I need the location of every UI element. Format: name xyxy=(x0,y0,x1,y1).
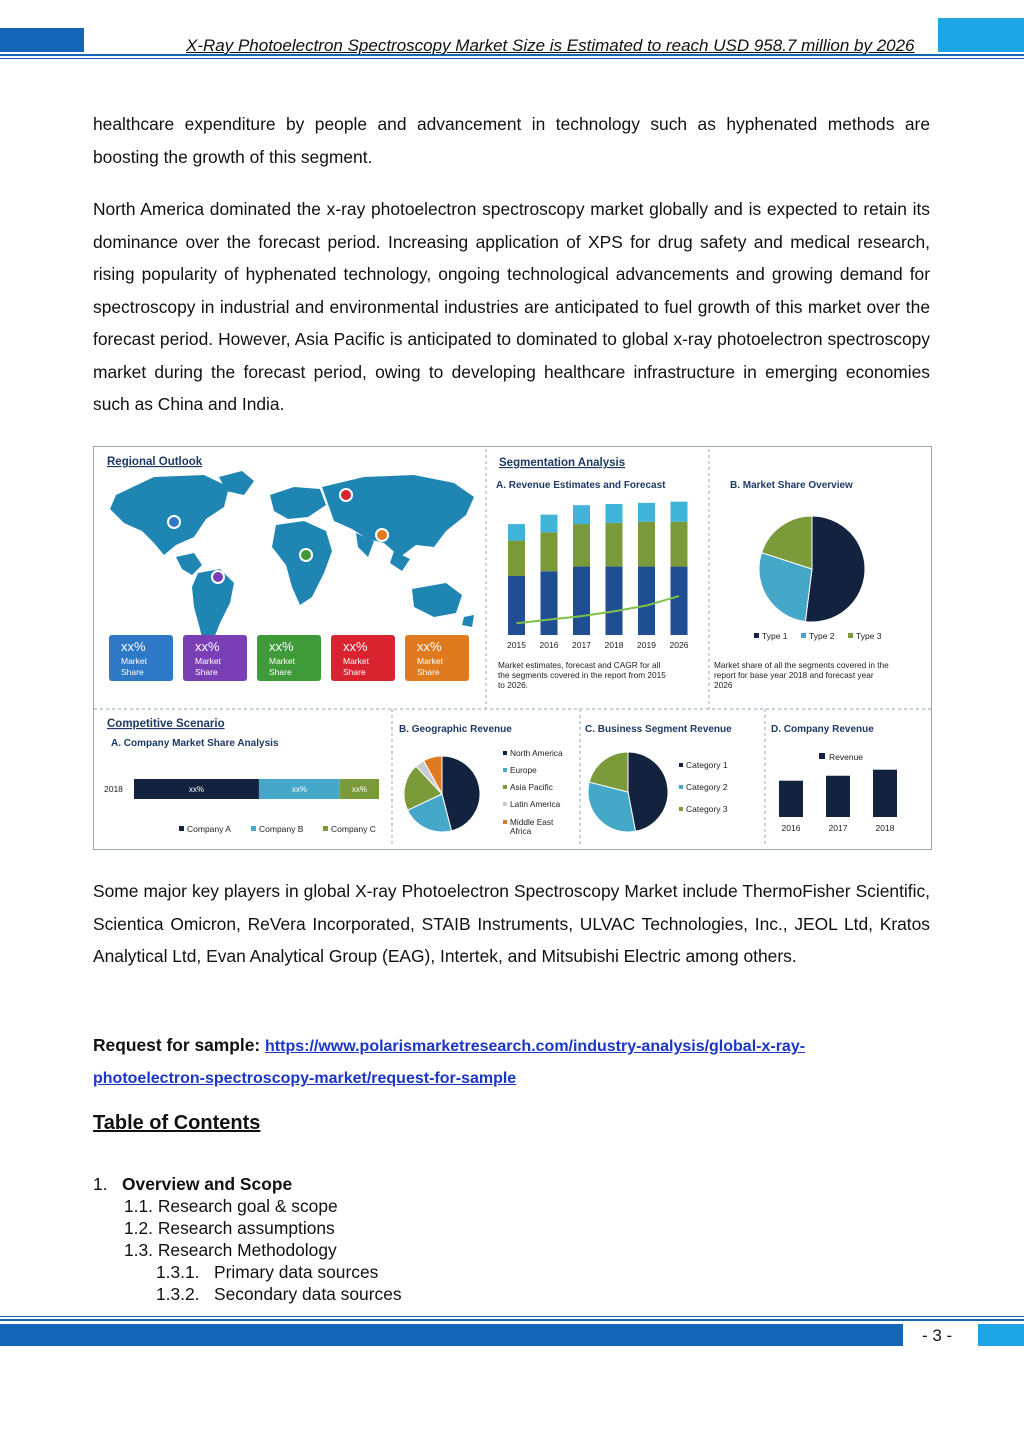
business-legend-swatch xyxy=(679,807,683,811)
geographic-legend-label: Middle East xyxy=(510,817,554,827)
company-revenue-x-tick-2017: 2017 xyxy=(828,823,848,833)
tile-value: xx% xyxy=(195,639,220,654)
page-number: - 3 - xyxy=(922,1326,953,1345)
geographic-legend-swatch xyxy=(503,785,507,789)
share-note-line-1: Market share of all the segments covered in the xyxy=(714,660,889,670)
toc-num: 1. xyxy=(93,1174,108,1194)
company-revenue-chart xyxy=(779,770,897,833)
business-segment-legend xyxy=(679,760,728,814)
business-segment-title: C. Business Segment Revenue xyxy=(585,724,732,735)
company-share-segment-label: xx% xyxy=(351,785,367,794)
toc-text: Secondary data sources xyxy=(214,1284,402,1304)
company-revenue-title: D. Company Revenue xyxy=(771,724,874,735)
geographic-revenue-pie xyxy=(404,756,480,832)
revenue-bar-2016-segment-1 xyxy=(541,571,558,635)
market-share-tile-5 xyxy=(405,635,469,681)
company-legend-swatch xyxy=(251,826,256,831)
toc-text: Research assumptions xyxy=(157,1218,335,1238)
market-share-tile-2 xyxy=(183,635,247,681)
share-note-line-2: report for base year 2018 and forecast year xyxy=(714,670,874,680)
header-accent-left xyxy=(0,28,84,52)
revenue-bar-2019-segment-3 xyxy=(638,503,655,522)
toc-title: Table of Contents xyxy=(93,1112,261,1134)
revenue-note-line-1: Market estimates, forecast and CAGR for all xyxy=(498,660,661,670)
tile-label: Share xyxy=(195,667,218,677)
market-share-tile-1 xyxy=(109,635,173,681)
request-sample-label: Request for sample: xyxy=(93,1035,261,1055)
toc-num: 1.3.1. xyxy=(156,1262,200,1282)
toc-num: 1.3.2. xyxy=(156,1284,200,1304)
market-share-tiles xyxy=(109,635,469,681)
geographic-legend-swatch xyxy=(503,768,507,772)
revenue-bar-2018-segment-1 xyxy=(606,567,623,635)
paragraph-1: healthcare expenditure by people and advancement in technology such as hyphenated methods are boosting the growth of this segment. xyxy=(93,114,930,167)
market-share-pie xyxy=(759,516,865,622)
footer-bar xyxy=(0,1324,903,1346)
toc-item-1-2 xyxy=(93,1217,402,1239)
revenue-bar-2018-segment-3 xyxy=(606,504,623,523)
paragraph-2: North America dominated the x-ray photoelectron spectroscopy market globally and is expected to retain its dominance over the forecast period. Increasing application of XPS for drug safety and medical research, rising popularity of hyphenated technology, ongoing technological advancements and growing demand for spectroscopy in industrial and environmental industries are anticipated to fuel growth of this market over the forecast period. However, Asia Pacific is anticipated to dominated to global x-ray photoelectron spectroscopy market during the forecast period, owing to developing healthcare infrastructure in emerging economies such as China and India. xyxy=(93,199,930,414)
geographic-revenue-legend xyxy=(503,748,563,836)
tile-label: Share xyxy=(269,667,292,677)
market-share-legend-swatch xyxy=(801,633,806,638)
revenue-x-tick-2019: 2019 xyxy=(637,640,656,650)
geographic-legend-label: North America xyxy=(510,748,563,758)
company-revenue-legend: Revenue xyxy=(829,752,864,762)
toc-item-1-3 xyxy=(93,1239,402,1261)
tile-value: xx% xyxy=(417,639,442,654)
revenue-bar-2015-segment-1 xyxy=(508,576,525,635)
company-legend-label: Company A xyxy=(187,824,231,834)
revenue-bar-2017-segment-2 xyxy=(573,524,590,566)
market-share-title: B. Market Share Overview xyxy=(730,480,853,491)
revenue-bar-2017-segment-1 xyxy=(573,567,590,635)
tile-label: Market xyxy=(195,656,221,666)
geographic-legend-swatch xyxy=(503,802,507,806)
footer-rule xyxy=(0,1319,1024,1321)
company-revenue-bar-2017 xyxy=(826,776,850,817)
tile-value: xx% xyxy=(343,639,368,654)
revenue-bar-2018-segment-2 xyxy=(606,523,623,567)
revenue-estimates-title: A. Revenue Estimates and Forecast xyxy=(496,480,666,491)
business-legend-swatch xyxy=(679,785,683,789)
revenue-bar-2026-segment-2 xyxy=(671,522,688,567)
request-sample-link-2[interactable]: photoelectron-spectroscopy-market/request-for-sample xyxy=(93,1070,517,1087)
revenue-note-line-3: to 2026. xyxy=(498,680,528,690)
revenue-x-tick-2018: 2018 xyxy=(604,640,624,650)
company-revenue-x-tick-2016: 2016 xyxy=(781,823,801,833)
page-header-title: X-Ray Photoelectron Spectroscopy Market Size is Estimated to reach USD 958.7 million by 2026 xyxy=(186,36,915,55)
toc-text: Research Methodology xyxy=(157,1240,337,1260)
revenue-bar-2015-segment-3 xyxy=(508,524,525,541)
toc-item-1 xyxy=(93,1173,402,1195)
geographic-legend-swatch xyxy=(503,751,507,755)
market-share-legend-swatch xyxy=(754,633,759,638)
toc-num: 1.3. xyxy=(124,1240,154,1260)
tile-label: Share xyxy=(417,667,440,677)
market-share-legend-swatch xyxy=(848,633,853,638)
business-slice-category-1 xyxy=(628,752,668,831)
toc-list xyxy=(93,1173,402,1305)
geographic-legend-swatch xyxy=(503,820,507,824)
company-revenue-bar-2016 xyxy=(779,781,803,817)
revenue-bar-2017-segment-3 xyxy=(573,505,590,524)
share-note-line-3: 2026 xyxy=(714,680,733,690)
toc-item-1-3-1 xyxy=(93,1261,402,1283)
request-sample xyxy=(93,1030,930,1094)
geographic-revenue-title: B. Geographic Revenue xyxy=(399,724,512,735)
business-legend-label: Category 1 xyxy=(686,760,728,770)
company-revenue-legend-swatch xyxy=(819,753,825,759)
company-legend-swatch xyxy=(323,826,328,831)
revenue-bar-2026-segment-1 xyxy=(671,567,688,635)
market-infographic xyxy=(93,446,932,850)
company-revenue-x-tick-2018: 2018 xyxy=(875,823,895,833)
company-legend-swatch xyxy=(179,826,184,831)
revenue-x-tick-2016: 2016 xyxy=(539,640,559,650)
infographic-canvas xyxy=(94,447,931,849)
revenue-bar-2015-segment-2 xyxy=(508,541,525,576)
company-share-segment-label: xx% xyxy=(188,785,205,794)
market-share-legend-label: Type 2 xyxy=(809,631,835,641)
tile-label: Share xyxy=(121,667,144,677)
market-share-legend-label: Type 1 xyxy=(762,631,788,641)
regional-outlook-title: Regional Outlook xyxy=(107,456,203,468)
revenue-bar-2016-segment-3 xyxy=(541,515,558,533)
revenue-bar-2026-segment-3 xyxy=(671,502,688,522)
market-share-tile-3 xyxy=(257,635,321,681)
tile-label: Market xyxy=(343,656,369,666)
segmentation-title: Segmentation Analysis xyxy=(499,457,626,469)
tile-label: Share xyxy=(343,667,366,677)
tile-value: xx% xyxy=(269,639,294,654)
company-share-bar xyxy=(134,779,379,799)
company-share-title: A. Company Market Share Analysis xyxy=(111,738,279,749)
revenue-note-line-2: the segments covered in the report from 2015 xyxy=(498,670,666,680)
toc-num: 1.1. xyxy=(124,1196,154,1216)
tile-value: xx% xyxy=(121,639,146,654)
competitive-title: Competitive Scenario xyxy=(107,718,225,730)
business-legend-label: Category 2 xyxy=(686,782,728,792)
revenue-bar-2016-segment-2 xyxy=(541,532,558,571)
business-segment-pie xyxy=(588,752,668,832)
revenue-bar-2019-segment-1 xyxy=(638,567,655,635)
tile-label: Market xyxy=(121,656,147,666)
geographic-legend-label: Asia Pacific xyxy=(510,782,553,792)
company-bar-year: 2018 xyxy=(104,784,123,794)
toc-text: Primary data sources xyxy=(214,1262,379,1282)
market-share-legend xyxy=(754,631,882,641)
toc-item-1-1 xyxy=(93,1195,402,1217)
header-accent-right xyxy=(938,18,1024,52)
geographic-legend-label: Latin America xyxy=(510,799,561,809)
revenue-x-tick-2026: 2026 xyxy=(669,640,689,650)
company-legend-label: Company B xyxy=(259,824,304,834)
tile-label: Market xyxy=(269,656,295,666)
revenue-forecast-chart xyxy=(507,502,689,650)
revenue-x-tick-2015: 2015 xyxy=(507,640,526,650)
toc-text: Overview and Scope xyxy=(122,1174,293,1194)
toc-item-1-3-2 xyxy=(93,1283,402,1305)
request-sample-link-1[interactable]: https://www.polarismarketresearch.com/industry-analysis/global-x-ray- xyxy=(265,1038,806,1055)
company-share-legend xyxy=(179,824,376,834)
paragraph-3: Some major key players in global X-ray Photoelectron Spectroscopy Market include ThermoFisher Scientific, Scientica Omicron, ReVera Incorporated, STAIB Instruments, ULVAC Technologies, Inc., JEOL Ltd, Kratos Analytical Ltd, Evan Analytical Group (EAG), Intertek, and Mitsubishi Electric among others. xyxy=(93,881,930,966)
market-share-legend-label: Type 3 xyxy=(856,631,882,641)
revenue-bar-2019-segment-2 xyxy=(638,522,655,567)
geographic-legend-label: Africa xyxy=(510,826,532,836)
header-rule-thin xyxy=(0,58,1024,59)
toc-num: 1.2. xyxy=(124,1218,154,1238)
revenue-x-tick-2017: 2017 xyxy=(572,640,591,650)
tile-label: Market xyxy=(417,656,443,666)
company-share-segment-label: xx% xyxy=(291,785,307,794)
footer-accent-right xyxy=(978,1324,1024,1346)
business-legend-swatch xyxy=(679,763,683,767)
toc-text: Research goal & scope xyxy=(157,1196,338,1216)
market-share-slice-type-1 xyxy=(805,516,865,622)
footer-rule-thin xyxy=(0,1316,1024,1317)
company-revenue-bar-2018 xyxy=(873,770,897,817)
company-legend-label: Company C xyxy=(331,824,376,834)
market-share-tile-4 xyxy=(331,635,395,681)
business-legend-label: Category 3 xyxy=(686,804,728,814)
geographic-legend-label: Europe xyxy=(510,765,537,775)
world-map xyxy=(110,471,474,647)
